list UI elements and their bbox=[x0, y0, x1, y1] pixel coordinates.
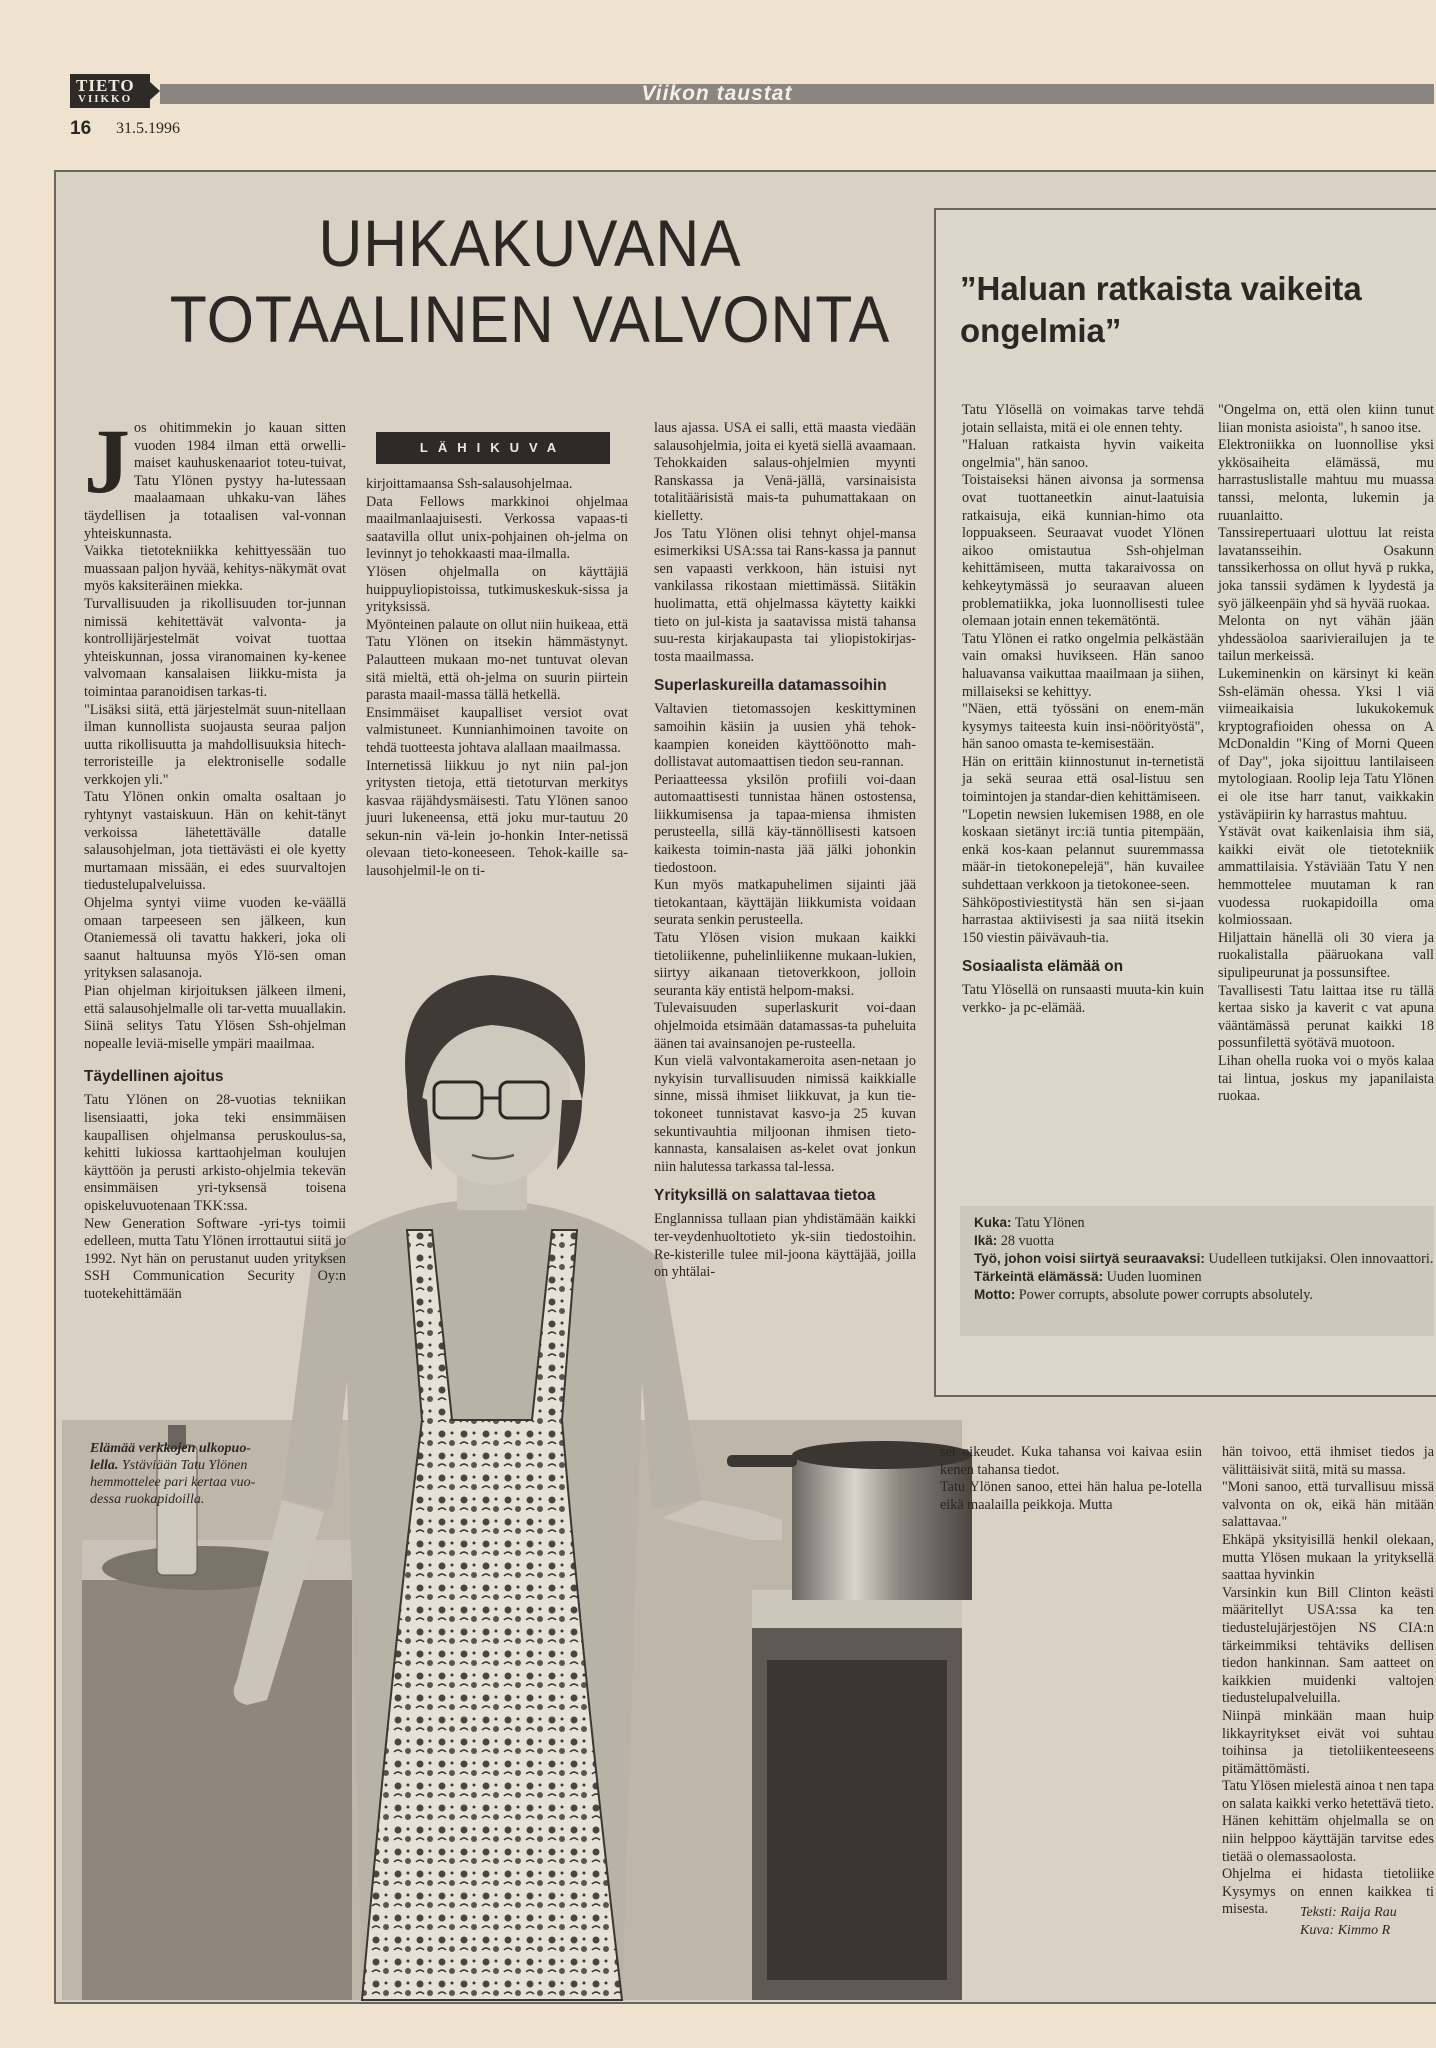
fact-value: Power corrupts, absolute power corrupts absolutely. bbox=[1018, 1287, 1313, 1303]
paragraph: Ohjelma syntyi viime vuoden ke-väällä omaan tarpeeseen sen jälkeen, kun Otaniemessä oli tavattu hakkeri, joka oli saanut haltuunsa myös Ylö-sen oman yrityksen salasanoja. bbox=[84, 895, 346, 982]
paragraph: New Generation Software -yri-tys toimii edelleen, mutta Tatu Ylönen irrottautui siitä jo 1992. Nyt hän on perustanut uuden yrityksen SSH Communication Security Oy:n tuotekehittämään bbox=[84, 1215, 346, 1302]
paragraph: "Näen, että työssäni on enem-män kysymys taiteesta kuin insi-nöörityöstä", hän sanoo omasta te-kemisestään. bbox=[962, 701, 1204, 753]
fact-label: Motto: bbox=[974, 1287, 1016, 1302]
sidebar-column-1 bbox=[962, 402, 1204, 1167]
paragraph: Lukeminenkin on kärsinyt ki keän Ssh-elämän ohessa. Yksi l viä viimeaikaisia lukukokemuk kryptografioiden ohessa on A McDonaldin "King of Morni Queen of Day", joka sijoittuu lantilaiseen mytologiaan. Roolip leja Tatu Ylönen ei ole itse harr tanut, vaikkakin ystäväpiirin ky harrastus mahtuu. bbox=[1218, 665, 1434, 823]
paragraph: "Haluan ratkaista hyvin vaikeita ongelmia", hän sanoo. bbox=[962, 437, 1204, 471]
paragraph: Englannissa tullaan pian yhdistämään kaikki ter-veydenhuoltotieto yk-siin tiedostoihin. Re-kisterille tulee mil-joona käyttäjää, joilla on yhtälai- bbox=[654, 1211, 916, 1281]
paragraph: Elektroniikka on luonnollise yksi ykkösaiheita elämässä, mu harrastuslistalle mahtuu mu muassa tanssi, melonta, lukemin ja ruuanlaitto. bbox=[1218, 437, 1434, 524]
paragraph: Vaikka tietotekniikka kehittyessään tuo muassaan paljon hyvää, kehitys-näkymät ovat myös kaksiteräinen miekka. bbox=[84, 543, 346, 595]
article-credits bbox=[1300, 1904, 1397, 1940]
paragraph: Hiljattain hänellä oli 30 viera ja ruokalistalla pääruokana vall sipulipeurunat ja possunsiftee. bbox=[1218, 929, 1434, 981]
drop-cap: J bbox=[84, 410, 130, 512]
paragraph: Kun myös matkapuhelimen sijainti jää tietokantaan, käyttäjän liikkumista voidaan seurata senkin perusteella. bbox=[654, 877, 916, 929]
paragraph: Niinpä minkään maan huip likkayritykset eivät voi suhtau toihinsa ja tietoliikenteeseens pitämättömästi. bbox=[1222, 1707, 1434, 1777]
issue-date: 31.5.1996 bbox=[116, 120, 180, 137]
photo-credit: Kuva: Kimmo R bbox=[1300, 1923, 1391, 1938]
section-title: Viikon taustat bbox=[641, 82, 793, 105]
logo-text-bottom: VIIKKO bbox=[78, 93, 133, 105]
paragraph: os ohitimmekin jo kauan sitten vuoden 1984 ilman että orwelli-maiset kauhuskenaariot toteu-tuivat, Tatu Ylönen pystyy ha-lutessaan maalaamaan uhkaku-van lähes täydellisen ja totaalisen val-vonnan yhteiskunnasta. bbox=[84, 420, 346, 542]
paragraph: Kun vielä valvontakameroita asen-netaan jo nykyisin turvallisuuden nimissä kaikkialle sinne, missä ihmiset liikkuvat, ja kun tie-tokoneet tunnistavat kasvo-ja 25 kuvan sekuntivauhtia miljoonan ihmisen tieto-kannasta, kansalaisen as-kelet ovat jonkun niin halutessa tarkassa tal-lessa. bbox=[654, 1053, 916, 1175]
paragraph: Valtavien tietomassojen keskittyminen samoihin käsiin ja uusien yhä tehok-kaampien koneiden käyttöönotto mah-dollistavat automaattisen tiedon seu-rannan. bbox=[654, 701, 916, 771]
paragraph: Tavallisesti Tatu laittaa itse ru tällä kertaa sisko ja kaverit c vat apuna vääntämässä perunat kaikki 18 possunfilettä syötävä muotoon. bbox=[1218, 982, 1434, 1052]
article-column-3 bbox=[654, 420, 916, 1425]
headline-line-2: TOTAALINEN VALVONTA bbox=[169, 282, 891, 356]
logo-text-top: TIETO bbox=[76, 76, 135, 95]
fact-label: Kuka: bbox=[974, 1215, 1012, 1230]
fact-row-motto bbox=[960, 1286, 1434, 1304]
paragraph: Hän on erittäin kiinnostunut in-ternetistä ja sekä seuraa että osal-listuu sen toimintojen ja standar-dien kehittämiseen. bbox=[962, 753, 1204, 806]
paragraph: "Moni sanoo, että turvallisuu missä valvonta on ok, eikä hän mitään salattavaa." bbox=[1222, 1479, 1434, 1531]
fact-value: Tatu Ylönen bbox=[1014, 1215, 1085, 1231]
photo-caption bbox=[90, 1440, 270, 1508]
paragraph: Ensimmäiset kaupalliset versiot ovat valmistuneet. Kunnianhimoinen tavoite on tehdä tuotteesta johtava alallaan maailmassa. bbox=[366, 704, 628, 756]
article-column-2 bbox=[366, 476, 628, 952]
subheading: Sosiaalista elämää on bbox=[962, 958, 1124, 976]
paragraph: Tatu Ylösellä on runsaasti muuta-kin kuin verkko- ja pc-elämää. bbox=[962, 982, 1204, 1016]
fact-row-ika bbox=[960, 1232, 1434, 1250]
paragraph: Tatu Ylösellä on voimakas tarve tehdä jotain sellaista, mitä ei ole ennen tehty. bbox=[962, 402, 1204, 436]
sidebar-quote: ”Haluan ratkaista vaikeita ongelmia” bbox=[960, 270, 1362, 349]
paragraph: Toistaiseksi hänen aivonsa ja sormensa ovat tuottaneetkin ainut-laatuisia ratkaisuja, eikä kunnian-himo ota loppuakseen. Seuraavat vuodet Ylönen aikoo omistautua Ssh-ohjelman kehittämiseen, mutta takaraivossa on kehkeytymässä jo seuraavan alueen problematiikka, joka luonnollisesti tulee olemaan jotain ennen tekemätöntä. bbox=[962, 472, 1204, 630]
paragraph: Turvallisuuden ja rikollisuuden tor-junnan nimissä kehitettävät valvonta- ja kontrollijärjestelmät voivat tuottaa yhteiskunnan, jossa viranomainen ky-kenee valvomaan kansalaisen liikku-mista ja toimintaa paranoidisen tarkas-ti. bbox=[84, 595, 346, 700]
page-number: 16 bbox=[70, 118, 92, 139]
paragraph: Ystävät ovat kaikenlaisia ihm siä, kaikki eivät ole tietotekniik ammattilaisia. Ystäviään Tatu Y nen hemmottelee muutaman k ran vuodessa ruokapidoilla oma kolmiossaan. bbox=[1218, 824, 1434, 929]
paragraph: laus ajassa. USA ei salli, että maasta viedään salausohjelmia, joita ei kyetä siellä avaamaan. Tehokkaiden salaus-ohjelmien myynti Ranskassa ja Venä-jällä, varsinaisista totalitäärisistä mais-ta puhumattakaan on kielletty. bbox=[654, 420, 916, 524]
paragraph: Jos Tatu Ylönen olisi tehnyt ohjel-mansa esimerkiksi USA:ssa tai Rans-kassa ja pannut sen vapaasti verkkoon, hän istuisi nyt vankilassa rikostaan miettimässä. Siitäkin huolimatta, että ohjelmassa käytetty kaikki tieto on jul-kista ja saatavissa mistä tahansa suu-resta kirjakaupasta tai yliopistokirjas-tosta maailmassa. bbox=[654, 525, 916, 665]
fact-label: Ikä: bbox=[974, 1233, 998, 1248]
paragraph: Tatu Ylösen vision mukaan kaikki tietoliikenne, puhelinliikenne mukaan-lukien, siirtyy aikanaan tietoverkkoon, jolloin seuranta käy entistä helpom-maksi. bbox=[654, 930, 916, 999]
subheading: Superlaskureilla datamassoihin bbox=[654, 677, 887, 695]
paragraph: Internetissä liikkuu jo nyt niin pal-jon yritysten tietoja, että tietoturvan merkitys kasvaa räjähdysmäisesti. Tatu Ylönen sanoo juuri lukeneensa, että joku mur-tautuu 20 sekun-nin vä-lein jo-honkin Inter-netissä olevaan tieto-koneeseen. Tehok-kaille sa-lausohjelmil-le on ti- bbox=[366, 757, 628, 880]
fact-label: Tärkeintä elämässä: bbox=[974, 1269, 1104, 1284]
paragraph: Tanssirepertuaari ulottuu lat reista lavatansseihin. Osakunn tanssikerhossa on ollut hyvä p rukka, joka tanssii sydämen k lyydestä ja syö jälkeenpäin yhd sä hyvää ruokaa. bbox=[1218, 525, 1434, 612]
paragraph: "Lopetin newsien lukemisen 1988, en ole koskaan sietänyt irc:iä tuntia pitempään, enkä kos-kaan pelannut suuremmassa määr-in tietokonepelejä", hän kuvailee suhdettaan verkkoon ja tietokonee-seen. bbox=[962, 806, 1204, 894]
paragraph: Tatu Ylönen onkin omalta osaltaan jo ryhtynyt vastaiskuun. Hän on kehit-tänyt verkoissa lähetettävälle datalle salausohjelman, jota tiettävästi ei ole kyetty murtamaan missään, ei edes suurvaltojen tiedustelupalveluissa. bbox=[84, 789, 346, 894]
paragraph: hän toivoo, että ihmiset tiedos ja välittäisivät siitä, mitä su massa. bbox=[1222, 1444, 1434, 1478]
paragraph: set oikeudet. Kuka tahansa voi kaivaa esiin kenen tahansa tiedot. bbox=[940, 1444, 1202, 1478]
fact-label: Työ, johon voisi siirtyä seuraavaksi: bbox=[974, 1251, 1205, 1266]
paragraph: Tatu Ylönen on 28-vuotias tekniikan lisensiaatti, joka teki ensimmäisen kaupallisen ohjelmansa peruskoulus-sa, kehitti lukiossa karttaohjelman koulujen käyttöön ja perusti arkisto-ohjelmia tekevän ensimmäisen yri-tyksensä toisena opiskeluvuotenaan TKK:ssa. bbox=[84, 1092, 346, 1214]
headline-line-1: UHKAKUVANA bbox=[318, 206, 742, 280]
fact-box bbox=[960, 1206, 1434, 1336]
section-label: LÄHIKUVA bbox=[376, 432, 610, 464]
fact-row-kuka bbox=[960, 1206, 1434, 1232]
paragraph: Sähköpostiviestitystä hän sen si-jaan harrastaa aktiivisesti ja saa niitä itsekin 150 viestin päivävauh-tia. bbox=[962, 894, 1204, 946]
paragraph: "Ongelma on, että olen kiinn tunut liian monista asioista", h sanoo itse. bbox=[1218, 402, 1434, 436]
caption-lead: Elämää verkkojen ulkopuo-lella. bbox=[90, 1441, 252, 1473]
paragraph: Ehkäpä yksityisillä henkil olekaan, mutta Ylösen mukaan la yrityksellä saattaa hyvinkin bbox=[1222, 1531, 1434, 1584]
paragraph: Melonta on nyt vähän jään yhdessäoloa saarivierailujen ja te tailun merkeissä. bbox=[1218, 613, 1434, 665]
paragraph: Data Fellows markkinoi ohjelmaa maailmanlaajuisesti. Verkossa vapaas-ti saatavilla ollut unix-pohjainen oh-jelma on levinnyt jo tehokkaasti maa-ilmalla. bbox=[366, 493, 628, 563]
caption-text: Ystäviään Tatu Ylönen hemmottelee pari kertaa vuo-dessa ruokapidoilla. bbox=[90, 1458, 256, 1507]
sidebar-column-2 bbox=[1218, 402, 1434, 1182]
headline bbox=[134, 205, 925, 357]
paragraph: "Lisäksi siitä, että järjestelmät suun-nitellaan ilman kunnollista suojausta seuraa paljon uutta rikollisuutta ja mahdollisuuksia hitech-terroristeille ja elektroniselle sodalle verkkojen yli." bbox=[84, 701, 346, 788]
fact-value: Uuden luominen bbox=[1106, 1269, 1202, 1285]
paragraph: Tulevaisuuden superlaskurit voi-daan ohjelmoida etsimään datamassas-ta puheluita äänen tai avainsanojen pe-rusteella. bbox=[654, 1000, 916, 1052]
subheading: Yrityksillä on salattavaa tietoa bbox=[654, 1187, 876, 1205]
article-column-4 bbox=[940, 1444, 1202, 1524]
paragraph: Tatu Ylösen mielestä ainoa t nen tapa on salata kaikki verko hetettävä tieto. Hänen kehittäm ohjelmalla se on niin helppoo käyttäjän tarvitse edes tietää o olemassaolosta. bbox=[1222, 1778, 1435, 1865]
fact-row-tarkein bbox=[960, 1268, 1434, 1286]
paragraph: Ohjelma ei hidasta tietoliike Kysymys on ennen kaikkea ti misesta. bbox=[1222, 1866, 1434, 1918]
paragraph: Myönteinen palaute on ollut niin huikeaa, että Tatu Ylönen on itsekin hämmästynyt. Palautteen mukaan mo-net tuntuvat olevan sitä mieltä, että oh-jelma on suurin piirtein parasta maail-massa tällä hetkellä. bbox=[366, 616, 628, 704]
article-column-1 bbox=[84, 410, 346, 1430]
subheading: Täydellinen ajoitus bbox=[84, 1068, 224, 1086]
paragraph: Ylösen ohjelmalla on käyttäjiä huippuyliopistoissa, tutkimuskeskuk-sissa ja yrityksissä. bbox=[366, 563, 628, 616]
paragraph: Varsinkin kun Bill Clinton keästi määritellyt USA:ssa ka ten tiedustelujärjestöjen NS CIA:n tärkeimmiksi tehtäviks dellisen tiedon hankinnan. Sam aatteet on kaikkien muidenki valtojen tiedustelupalveluilla. bbox=[1222, 1584, 1434, 1707]
paragraph: Periaatteessa yksilön profiili voi-daan automaattisesti tunnistaa hänen ostostensa, liikkumisensa ja tapaa-miensa ihmisten perusteella, sillä käy-tännöllisesti katsoen kaikesta toimin-nasta jää jälki johonkin tiedostoon. bbox=[654, 771, 916, 876]
fact-row-tyo bbox=[960, 1250, 1434, 1268]
paragraph: Tatu Ylönen ei ratko ongelmia pelkästään vain omaksi huvikseen. Hän sanoo haluavansa vaikuttaa maailmaan ja siihen, millaiseksi se kehittyy. bbox=[962, 630, 1204, 700]
text-credit: Teksti: Raija Rau bbox=[1300, 1905, 1397, 1920]
paragraph: Pian ohjelman kirjoituksen jälkeen ilmeni, että salausohjelmalle oli tar-vetta muuallakin. Siinä selitys Tatu Ylösen Ssh-ohjelman nopealle leviä-miselle ympäri maailmaa. bbox=[84, 983, 346, 1052]
fact-value: 28 vuotta bbox=[1000, 1233, 1055, 1249]
paragraph: kirjoittamaansa Ssh-salausohjelmaa. bbox=[366, 476, 573, 492]
fact-value: Uudelleen tutkijaksi. Olen innovaattori. bbox=[1208, 1251, 1434, 1267]
paragraph: Tatu Ylönen sanoo, ettei hän halua pe-lotella eikä maalailla peikkoja. Mutta bbox=[940, 1479, 1202, 1513]
paragraph: Lihan ohella ruoka voi o myös kalaa tai lintua, joskus my japanilaista ruokaa. bbox=[1218, 1052, 1434, 1105]
